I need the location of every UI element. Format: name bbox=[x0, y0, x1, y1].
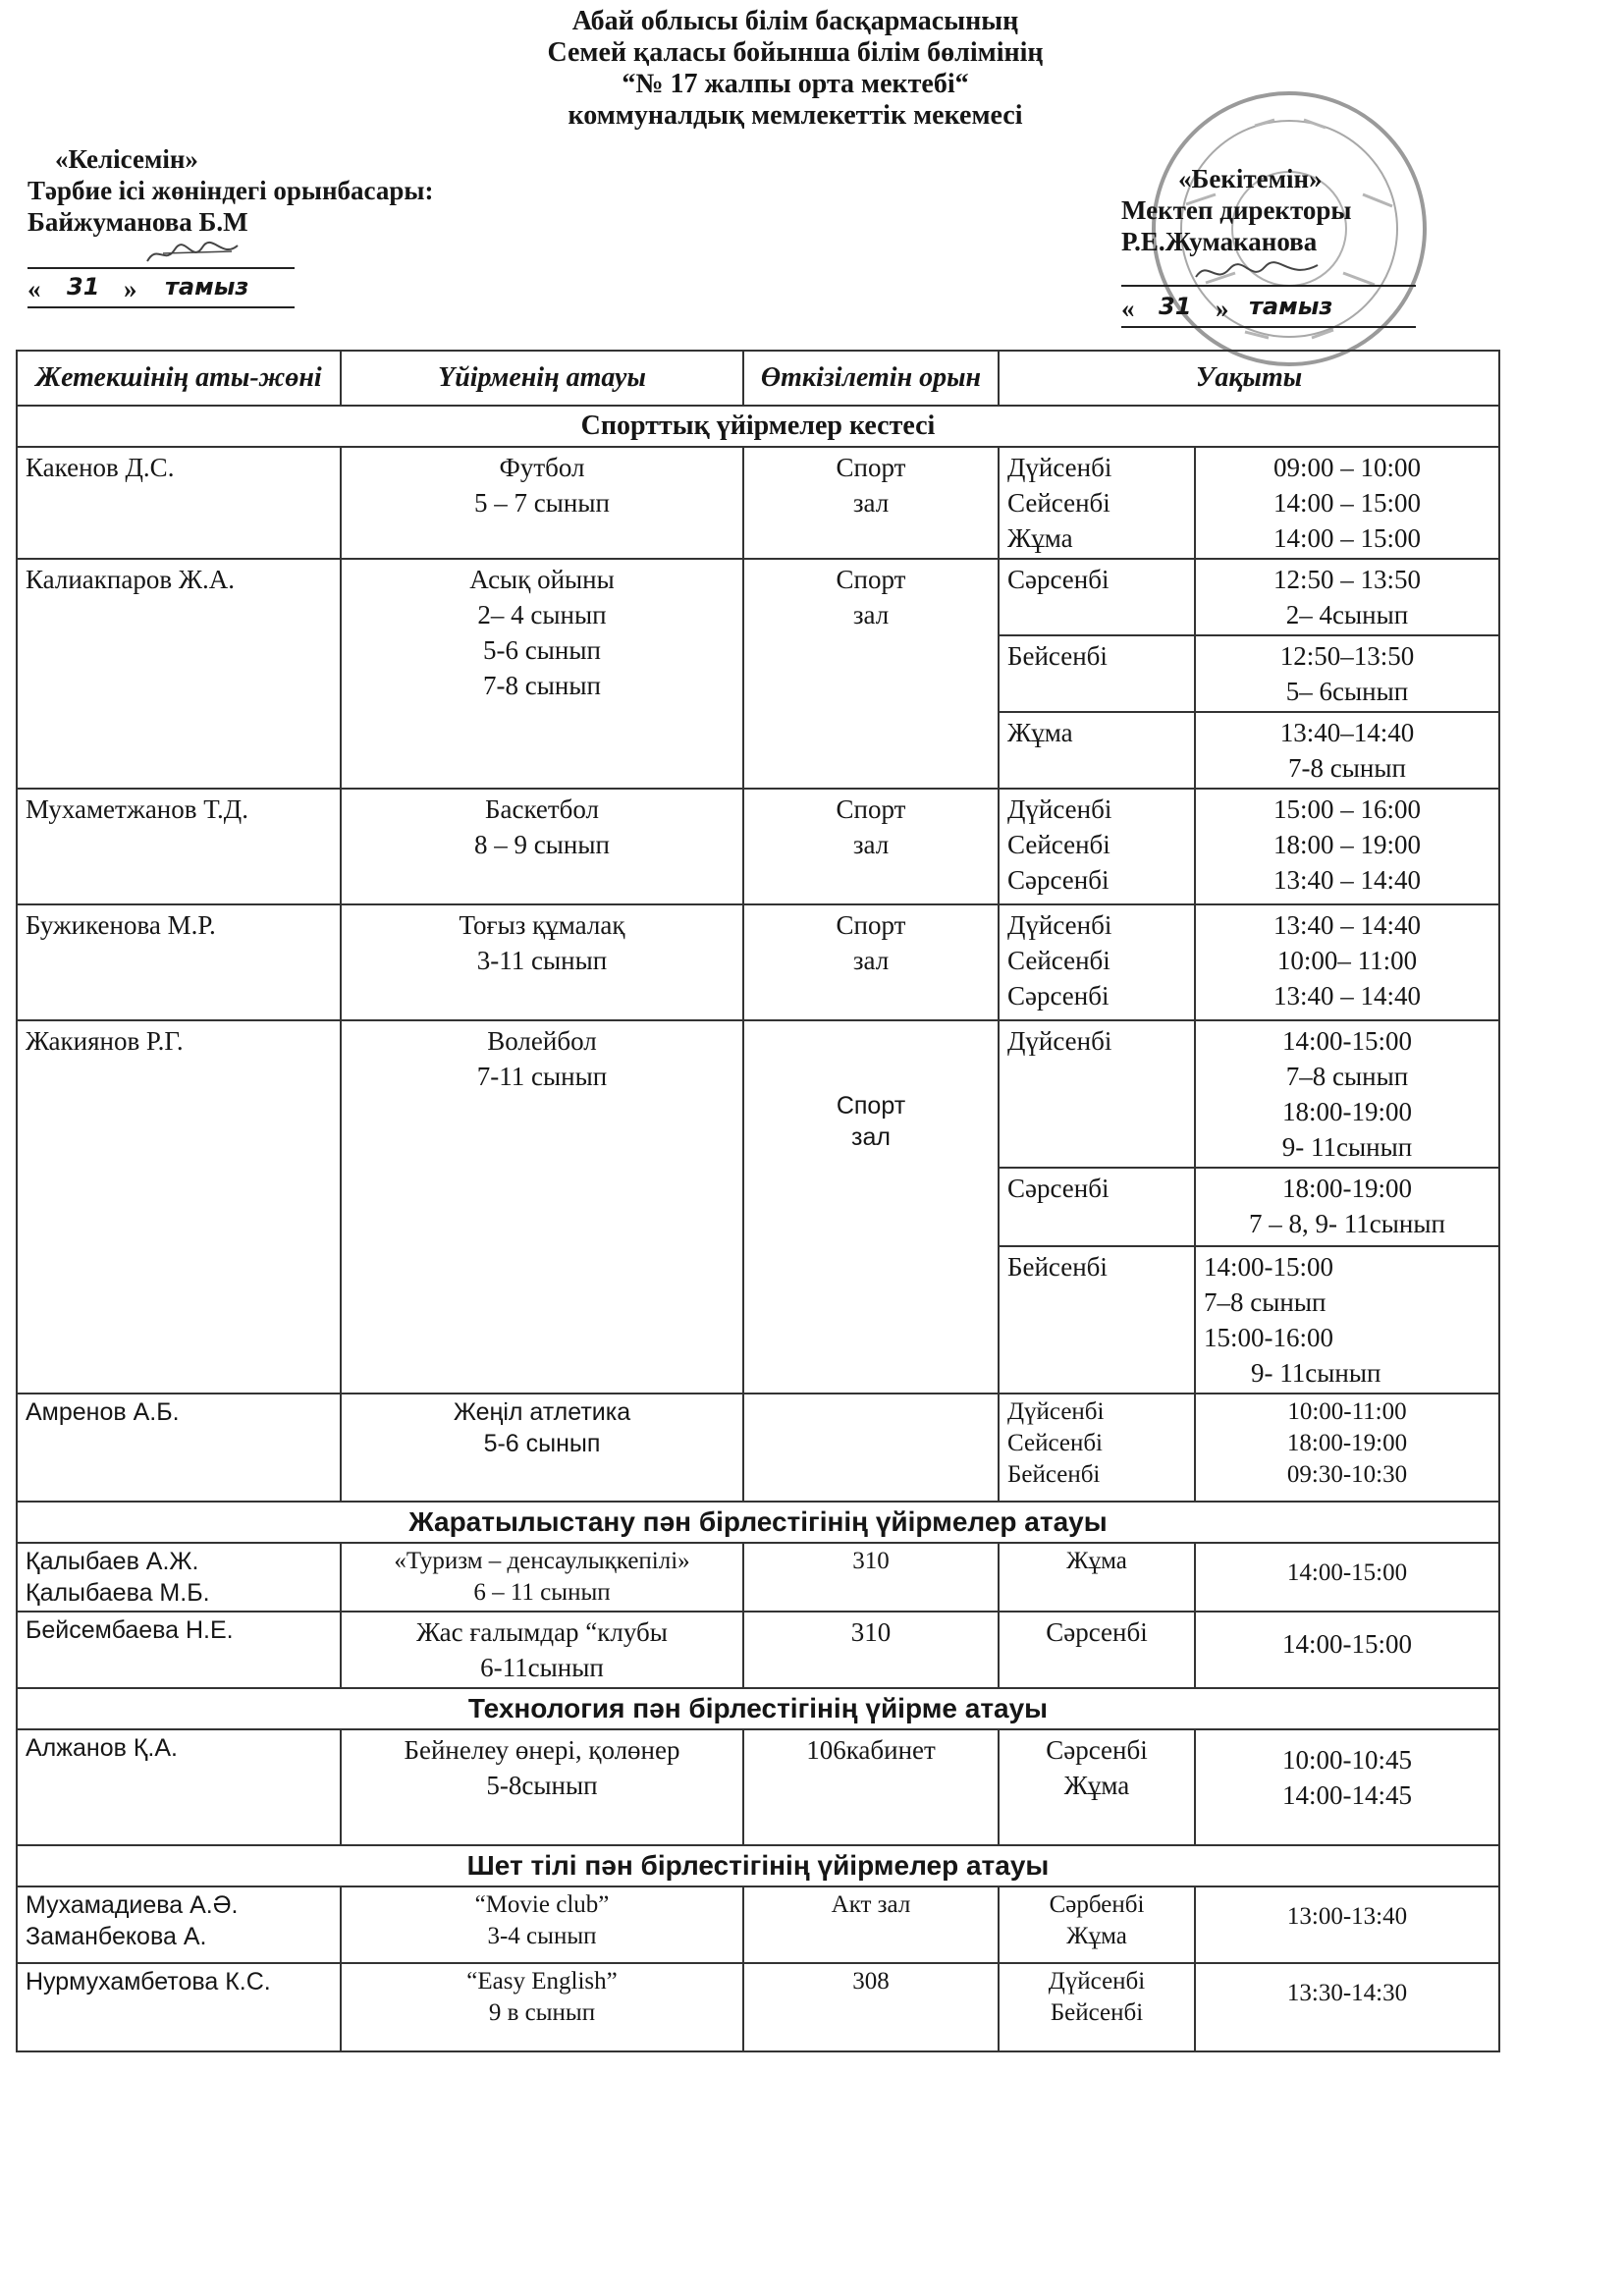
day-cell: Сәрсенбі bbox=[999, 1612, 1195, 1688]
days-cell: Сәрбенбі Жұма bbox=[999, 1886, 1195, 1963]
table-row bbox=[17, 1394, 1499, 1502]
place-cell: 310 bbox=[743, 1612, 999, 1688]
times-cell: 10:00-11:00 18:00-19:00 09:30-10:30 bbox=[1195, 1394, 1499, 1502]
header-time: Уақыты bbox=[999, 351, 1499, 406]
leader-cell: Мухамадиева А.Ә. Заманбекова А. bbox=[17, 1886, 341, 1963]
section-row bbox=[17, 406, 1499, 447]
table-row bbox=[17, 559, 1499, 635]
table-row bbox=[17, 1543, 1499, 1612]
day-cell: Жұма bbox=[999, 1543, 1195, 1612]
day-cell: Сәрсенбі bbox=[999, 559, 1195, 635]
place-cell: Спорт зал bbox=[743, 559, 999, 789]
approval-block bbox=[1121, 163, 1455, 328]
time-cell: 14:00-15:00 bbox=[1195, 1612, 1499, 1688]
table-row bbox=[17, 1963, 1499, 2051]
days-cell: Сәрсенбі Жұма bbox=[999, 1729, 1195, 1845]
approve-signature-icon bbox=[1190, 255, 1327, 289]
leader-cell: Бужикенова М.Р. bbox=[17, 904, 341, 1020]
leader-cell: Қалыбаев А.Ж. Қалыбаева М.Б. bbox=[17, 1543, 341, 1612]
times-cell: 10:00-10:45 14:00-14:45 bbox=[1195, 1729, 1499, 1845]
place-cell: Спорт зал bbox=[743, 789, 999, 904]
agree-date: « 31 » тамыз bbox=[27, 273, 538, 308]
approve-date: « 31 » тамыз bbox=[1121, 293, 1455, 328]
place-cell: Спорт зал bbox=[743, 1020, 999, 1394]
document-header bbox=[412, 6, 1178, 132]
approve-name: Р.Е.Жумаканова bbox=[1121, 227, 1318, 256]
table-row bbox=[17, 1729, 1499, 1845]
leader-cell: Какенов Д.С. bbox=[17, 447, 341, 559]
club-cell: Жас ғалымдар “клубы 6-11сынып bbox=[341, 1612, 743, 1688]
section-tech: Технология пән бірлестігінің үйірме атауы bbox=[17, 1688, 1499, 1729]
club-cell: Тоғыз құмалақ 3-11 сынып bbox=[341, 904, 743, 1020]
section-sport: Спорттық үйірмелер кестесі bbox=[17, 406, 1499, 447]
agree-date-day: 31 bbox=[67, 273, 100, 301]
leader-cell: Алжанов Қ.А. bbox=[17, 1729, 341, 1845]
header-club: Үйірменің атауы bbox=[341, 351, 743, 406]
days-cell: Дүйсенбі Бейсенбі bbox=[999, 1963, 1195, 2051]
place-cell: 310 bbox=[743, 1543, 999, 1612]
section-lang: Шет тілі пән бірлестігінің үйірмелер атауы bbox=[17, 1845, 1499, 1886]
header-line: “№ 17 жалпы орта мектебі“ bbox=[622, 69, 969, 99]
time-cell: 12:50 – 13:50 2– 4сынып bbox=[1195, 559, 1499, 635]
time-cell: 13:00-13:40 bbox=[1195, 1886, 1499, 1963]
approve-signature-line bbox=[1121, 257, 1455, 293]
days-cell: Дүйсенбі Сейсенбі Бейсенбі bbox=[999, 1394, 1195, 1502]
time-cell: 18:00-19:00 7 – 8, 9- 11сынып bbox=[1195, 1168, 1499, 1246]
club-cell: Бейнелеу өнері, қолөнер 5-8сынып bbox=[341, 1729, 743, 1845]
approve-date-day: 31 bbox=[1159, 293, 1192, 320]
place-cell bbox=[743, 1394, 999, 1502]
agree-role: Тәрбие ісі жөніндегі орынбасары: bbox=[27, 176, 434, 205]
club-cell: “Easy English” 9 в сынып bbox=[341, 1963, 743, 2051]
time-cell: 12:50–13:50 5– 6сынып bbox=[1195, 635, 1499, 712]
place-cell: Спорт зал bbox=[743, 447, 999, 559]
agree-signature-icon bbox=[143, 238, 251, 271]
place-cell: 308 bbox=[743, 1963, 999, 2051]
place-cell: 106кабинет bbox=[743, 1729, 999, 1845]
approve-title: «Бекітемін» bbox=[1178, 164, 1323, 193]
table-row bbox=[17, 904, 1499, 1020]
agree-signature-line bbox=[27, 238, 538, 273]
time-cell: 13:40–14:40 7-8 сынып bbox=[1195, 712, 1499, 789]
times-cell: 15:00 – 16:00 18:00 – 19:00 13:40 – 14:40 bbox=[1195, 789, 1499, 904]
section-nature: Жаратылыстану пән бірлестігінің үйірмелер атауы bbox=[17, 1502, 1499, 1543]
time-cell: 14:00-15:00 7–8 сынып 15:00-16:00 9- 11сынып bbox=[1195, 1246, 1499, 1394]
day-cell: Дүйсенбі bbox=[999, 1020, 1195, 1168]
schedule-table bbox=[16, 350, 1500, 2052]
club-cell: “Movie club” 3-4 сынып bbox=[341, 1886, 743, 1963]
table-row bbox=[17, 789, 1499, 904]
times-cell: 09:00 – 10:00 14:00 – 15:00 14:00 – 15:00 bbox=[1195, 447, 1499, 559]
header-place: Өткізілетін орын bbox=[743, 351, 999, 406]
agree-date-month: тамыз bbox=[165, 273, 249, 301]
place-cell: Акт зал bbox=[743, 1886, 999, 1963]
leader-cell: Калиакпаров Ж.А. bbox=[17, 559, 341, 789]
table-row bbox=[17, 447, 1499, 559]
table-row bbox=[17, 1886, 1499, 1963]
header-line: коммуналдық мемлекеттік мекемесі bbox=[568, 100, 1023, 131]
time-cell: 14:00-15:00 bbox=[1195, 1543, 1499, 1612]
leader-cell: Жакиянов Р.Г. bbox=[17, 1020, 341, 1394]
agree-name: Байжуманова Б.М bbox=[27, 207, 248, 237]
club-cell: Асық ойыны 2– 4 сынып 5-6 сынып 7-8 сынып bbox=[341, 559, 743, 789]
approve-date-month: тамыз bbox=[1249, 293, 1333, 320]
leader-cell: Бейсембаева Н.Е. bbox=[17, 1612, 341, 1688]
agree-title: «Келісемін» bbox=[55, 144, 198, 174]
day-cell: Сәрсенбі bbox=[999, 1168, 1195, 1246]
header-leader: Жетекшінің аты-жөні bbox=[17, 351, 341, 406]
club-cell: Волейбол 7-11 сынып bbox=[341, 1020, 743, 1394]
day-cell: Бейсенбі bbox=[999, 1246, 1195, 1394]
section-row bbox=[17, 1845, 1499, 1886]
times-cell: 13:40 – 14:40 10:00– 11:00 13:40 – 14:40 bbox=[1195, 904, 1499, 1020]
section-row bbox=[17, 1502, 1499, 1543]
days-cell: Дүйсенбі Сейсенбі Сәрсенбі bbox=[999, 904, 1195, 1020]
day-cell: Жұма bbox=[999, 712, 1195, 789]
club-cell: Футбол 5 – 7 сынып bbox=[341, 447, 743, 559]
leader-cell: Мухаметжанов Т.Д. bbox=[17, 789, 341, 904]
club-cell: «Туризм – денсаулықкепілі» 6 – 11 сынып bbox=[341, 1543, 743, 1612]
table-header-row bbox=[17, 351, 1499, 406]
days-cell: Дүйсенбі Сейсенбі Жұма bbox=[999, 447, 1195, 559]
table-row bbox=[17, 1020, 1499, 1168]
days-cell: Дүйсенбі Сейсенбі Сәрсенбі bbox=[999, 789, 1195, 904]
time-cell: 14:00-15:00 7–8 сынып 18:00-19:00 9- 11сынып bbox=[1195, 1020, 1499, 1168]
club-cell: Жеңіл атлетика 5-6 сынып bbox=[341, 1394, 743, 1502]
leader-cell: Амренов А.Б. bbox=[17, 1394, 341, 1502]
header-line: Семей қаласы бойынша білім бөлімінің bbox=[547, 37, 1044, 68]
club-cell: Баскетбол 8 – 9 сынып bbox=[341, 789, 743, 904]
day-cell: Бейсенбі bbox=[999, 635, 1195, 712]
header-line: Абай облысы білім басқармасының bbox=[571, 6, 1019, 36]
section-row bbox=[17, 1688, 1499, 1729]
table-row bbox=[17, 1612, 1499, 1688]
time-cell: 13:30-14:30 bbox=[1195, 1963, 1499, 2051]
approve-role: Мектеп директоры bbox=[1121, 195, 1352, 225]
leader-cell: Нурмухамбетова К.С. bbox=[17, 1963, 341, 2051]
place-cell: Спорт зал bbox=[743, 904, 999, 1020]
agreement-block bbox=[27, 143, 538, 308]
